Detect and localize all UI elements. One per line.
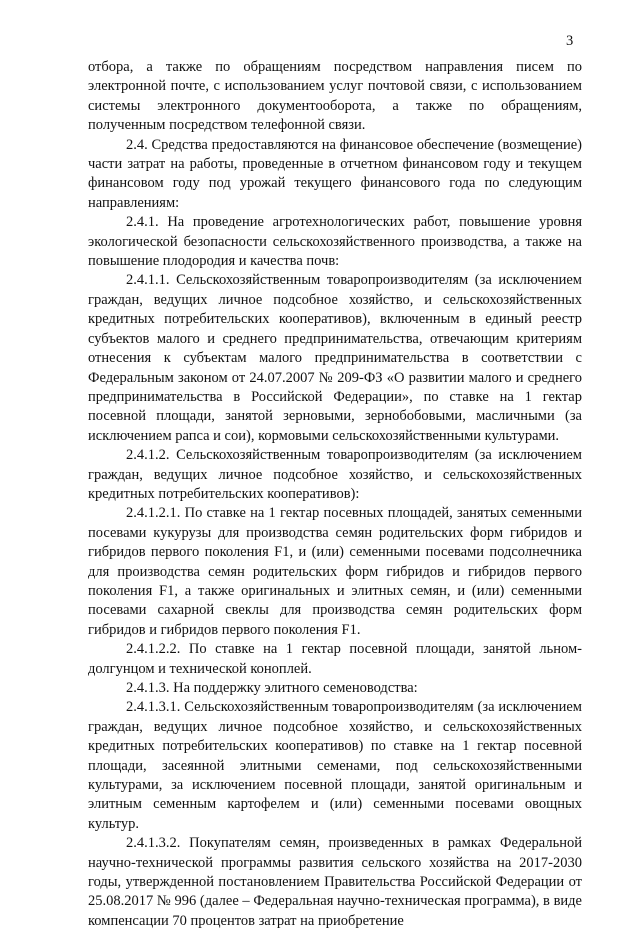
paragraph-2-4-1-3: 2.4.1.3. На поддержку элитного семеноводства: [126, 680, 418, 696]
paragraph-2-4-1-2: 2.4.1.2. Сельскохозяйственным товаропроизводителям (за исключением граждан, ведущих личное подсобное хозяйство, и сельскохозяйственных кредитных потребительских кооперативов): [88, 447, 582, 502]
document-body [88, 58, 582, 931]
page-number: 3 [566, 33, 574, 49]
paragraph-2-4-1-1: 2.4.1.1. Сельскохозяйственным товаропроизводителям (за исключением граждан, ведущих личное подсобное хозяйство, и сельскохозяйственных кредитных потребительских кооперативов), включенным в единый реестр субъектов малого и среднего предпринимательства, отвечающим критериям отнесения к субъектам малого предпринимательства в соответствии с Федеральным законом от 24.07.2007 № 209-ФЗ «О развитии малого и среднего предпринимательства в Российской Федерации», по ставке на 1 гектар посевной площади, занятой зерновыми, зернобобовыми, масличными (за исключением рапса и сои), кормовыми сельскохозяйственными культурами. [88, 272, 582, 444]
paragraph-continuation: отбора, а также по обращениям посредством направления писем по электронной почте, с использованием услуг почтовой связи, с использованием системы электронного документооборота, а также по обращениям, полученным посредством телефонной связи. [88, 59, 582, 134]
paragraph-2-4-1: 2.4.1. На проведение агротехнологических работ, повышение уровня экологической безопасности сельскохозяйственного производства, а также на повышение плодородия и качества почв: [88, 214, 582, 270]
paragraph-2-4-1-2-1: 2.4.1.2.1. По ставке на 1 гектар посевных площадей, занятых семенными посевами кукурузы для производства семян родительских форм гибридов и гибридов первого поколения F1, и (или) семенными посевами подсолнечника для производства семян родительских форм гибридов и гибридов первого поколения F1, а также оригинальных и элитных семян, и (или) семенными посевами сахарной свеклы для производства семян родительских форм гибридов и гибридов первого поколения F1. [88, 505, 582, 638]
paragraph-2-4-1-3-2: 2.4.1.3.2. Покупателям семян, произведенных в рамках Федеральной научно-технической программы развития сельского хозяйства на 2017-2030 годы, утвержденной постановлением Правительства Российской Федерации от 25.08.2017 № 996 (далее – Федеральная научно-техническая программа), в виде компенсации 70 процентов затрат на приобретение [88, 835, 582, 929]
paragraph-2-4-1-3-1: 2.4.1.3.1. Сельскохозяйственным товаропроизводителям (за исключением граждан, ведущих личное подсобное хозяйство, и сельскохозяйственных кредитных потребительских кооперативов) по ставке на 1 гектар посевной площади, засеянной элитными семенами, под сельскохозяйственными культурами, за исключением посевной площади, занятой оригинальным и элитным семенным картофелем и (или) семенными посевами овощных культур. [88, 699, 582, 832]
paragraph-2-4: 2.4. Средства предоставляются на финансовое обеспечение (возмещение) части затрат на работы, проведенные в отчетном финансовом году и текущем финансовом году под урожай текущего финансового года по следующим направлениям: [88, 136, 582, 211]
paragraph-2-4-1-2-2: 2.4.1.2.2. По ставке на 1 гектар посевной площади, занятой льном-долгунцом и технической коноплей. [88, 641, 582, 677]
